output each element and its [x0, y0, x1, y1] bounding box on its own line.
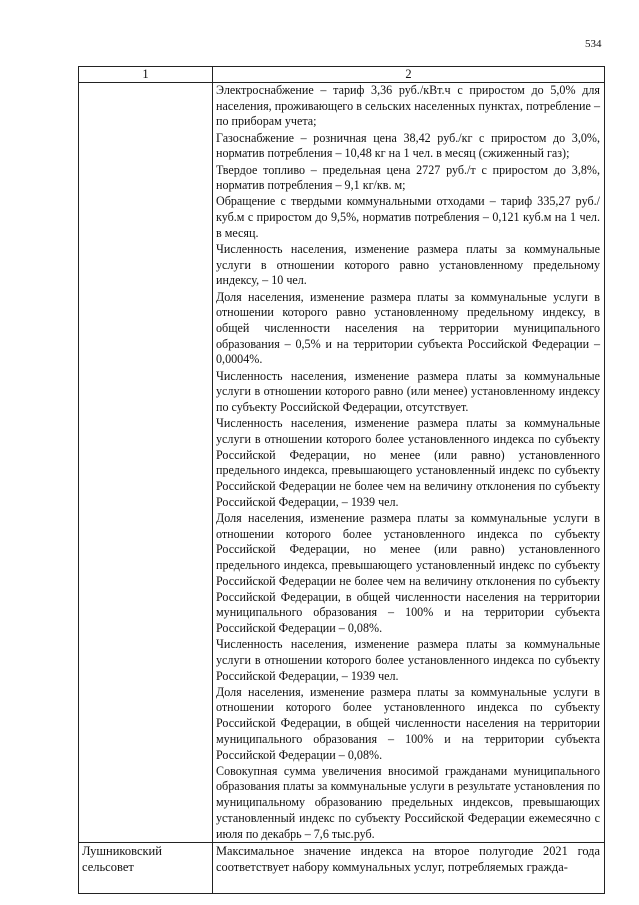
- description-cell: [213, 83, 605, 843]
- paragraph-waste: Обращение с твердыми коммунальными отходами – тариф 335,27 руб./куб.м с приростом до 9,5%, норматив потребления – 0,121 куб.м на 1 чел. в месяц.: [216, 194, 600, 240]
- table-header-row: [79, 67, 605, 83]
- paragraph-share-more: Доля населения, изменение размера платы за коммунальные услуги в отношении которого более установленного индекса по субъекту Российской Федерации, в общей численности населения на территории муниципального образования – 100% и на территории субъекта Российской Федерации – 0,08%.: [216, 684, 600, 762]
- indices-table: [78, 66, 605, 894]
- table-row: [79, 83, 605, 843]
- region-cell: [79, 83, 213, 843]
- paragraph-total-increase: Совокупная сумма увеличения вносимой гражданами муниципального образования платы за коммунальные услуги в результате установления по муниципальному образованию предельных индексов, превышающих установленный индекс по субъекту Российской Федерации ежемесячно с июля по декабрь – 7,6 тыс.руб.: [216, 763, 600, 841]
- paragraph-population-equal: Численность населения, изменение размера платы за коммунальные услуги в отношении которого равно установленному предельному индексу, – 10 чел.: [216, 242, 600, 288]
- paragraph-gas: Газоснабжение – розничная цена 38,42 руб./кг с приростом до 3,0%, норматив потребления – 10,48 кг на 1 чел. в месяц (сжиженный газ);: [216, 130, 600, 161]
- paragraph-solid-fuel: Твердое топливо – предельная цена 2727 руб./т с приростом до 3,8%, норматив потребления – 9,1 кг/кв. м;: [216, 162, 600, 193]
- paragraph-max-index: Максимальное значение индекса на второе полугодие 2021 года соответствует набору коммунальных услуг, потребляемых гражда-: [216, 844, 600, 874]
- column-header-1: 1: [79, 67, 213, 83]
- region-cell: [79, 843, 213, 894]
- column-header-2: 2: [213, 67, 605, 83]
- paragraph-population-more: Численность населения, изменение размера платы за коммунальные услуги в отношении которого более установленного индекса по субъекту Российской Федерации, – 1939 чел.: [216, 637, 600, 683]
- page-number: 534: [585, 38, 602, 50]
- paragraph-share-between: Доля населения, изменение размера платы за коммунальные услуги в отношении которого более установленного индекса по субъекту Российской Федерации, но менее (или равно) установленного предельного индекса, превышающего установленный индекс по субъекту Российской Федерации не более чем на величину отклонения по субъекту Российской Федерации, в общей численности населения на территории муниципального образования – 100% и на территории субъекта Российской Федерации – 0,08%.: [216, 510, 600, 635]
- region-name-line2: сельсовет: [82, 859, 134, 874]
- paragraph-electricity: Электроснабжение – тариф 3,36 руб./кВт.ч с приростом до 5,0% для населения, проживающего в сельских населенных пунктах, потребление – по приборам учета;: [216, 83, 600, 129]
- table-row: [79, 843, 605, 894]
- paragraph-population-less: Численность населения, изменение размера платы за коммунальные услуги в отношении которого равно (или менее) установленному индексу по субъекту Российской Федерации, отсутствует.: [216, 368, 600, 415]
- description-cell: [213, 843, 605, 894]
- region-name-line1: Лушниковский: [82, 844, 162, 859]
- paragraph-population-between: Численность населения, изменение размера платы за коммунальные услуги в отношении которого более установленного индекса по субъекту Российской Федерации, но менее (или равно) установленного предельного индекса, превышающего установленный индекс по субъекту Российской Федерации не более чем на величину отклонения по субъекту Российской Федерации, – 1939 чел.: [216, 416, 600, 509]
- paragraph-share-equal: Доля населения, изменение размера платы за коммунальные услуги в отношении которого равно установленному предельному индексу, в общей численности населения на территории муниципального образования – 0,5% и на территории субъекта Российской Федерации – 0,0004%.: [216, 289, 600, 367]
